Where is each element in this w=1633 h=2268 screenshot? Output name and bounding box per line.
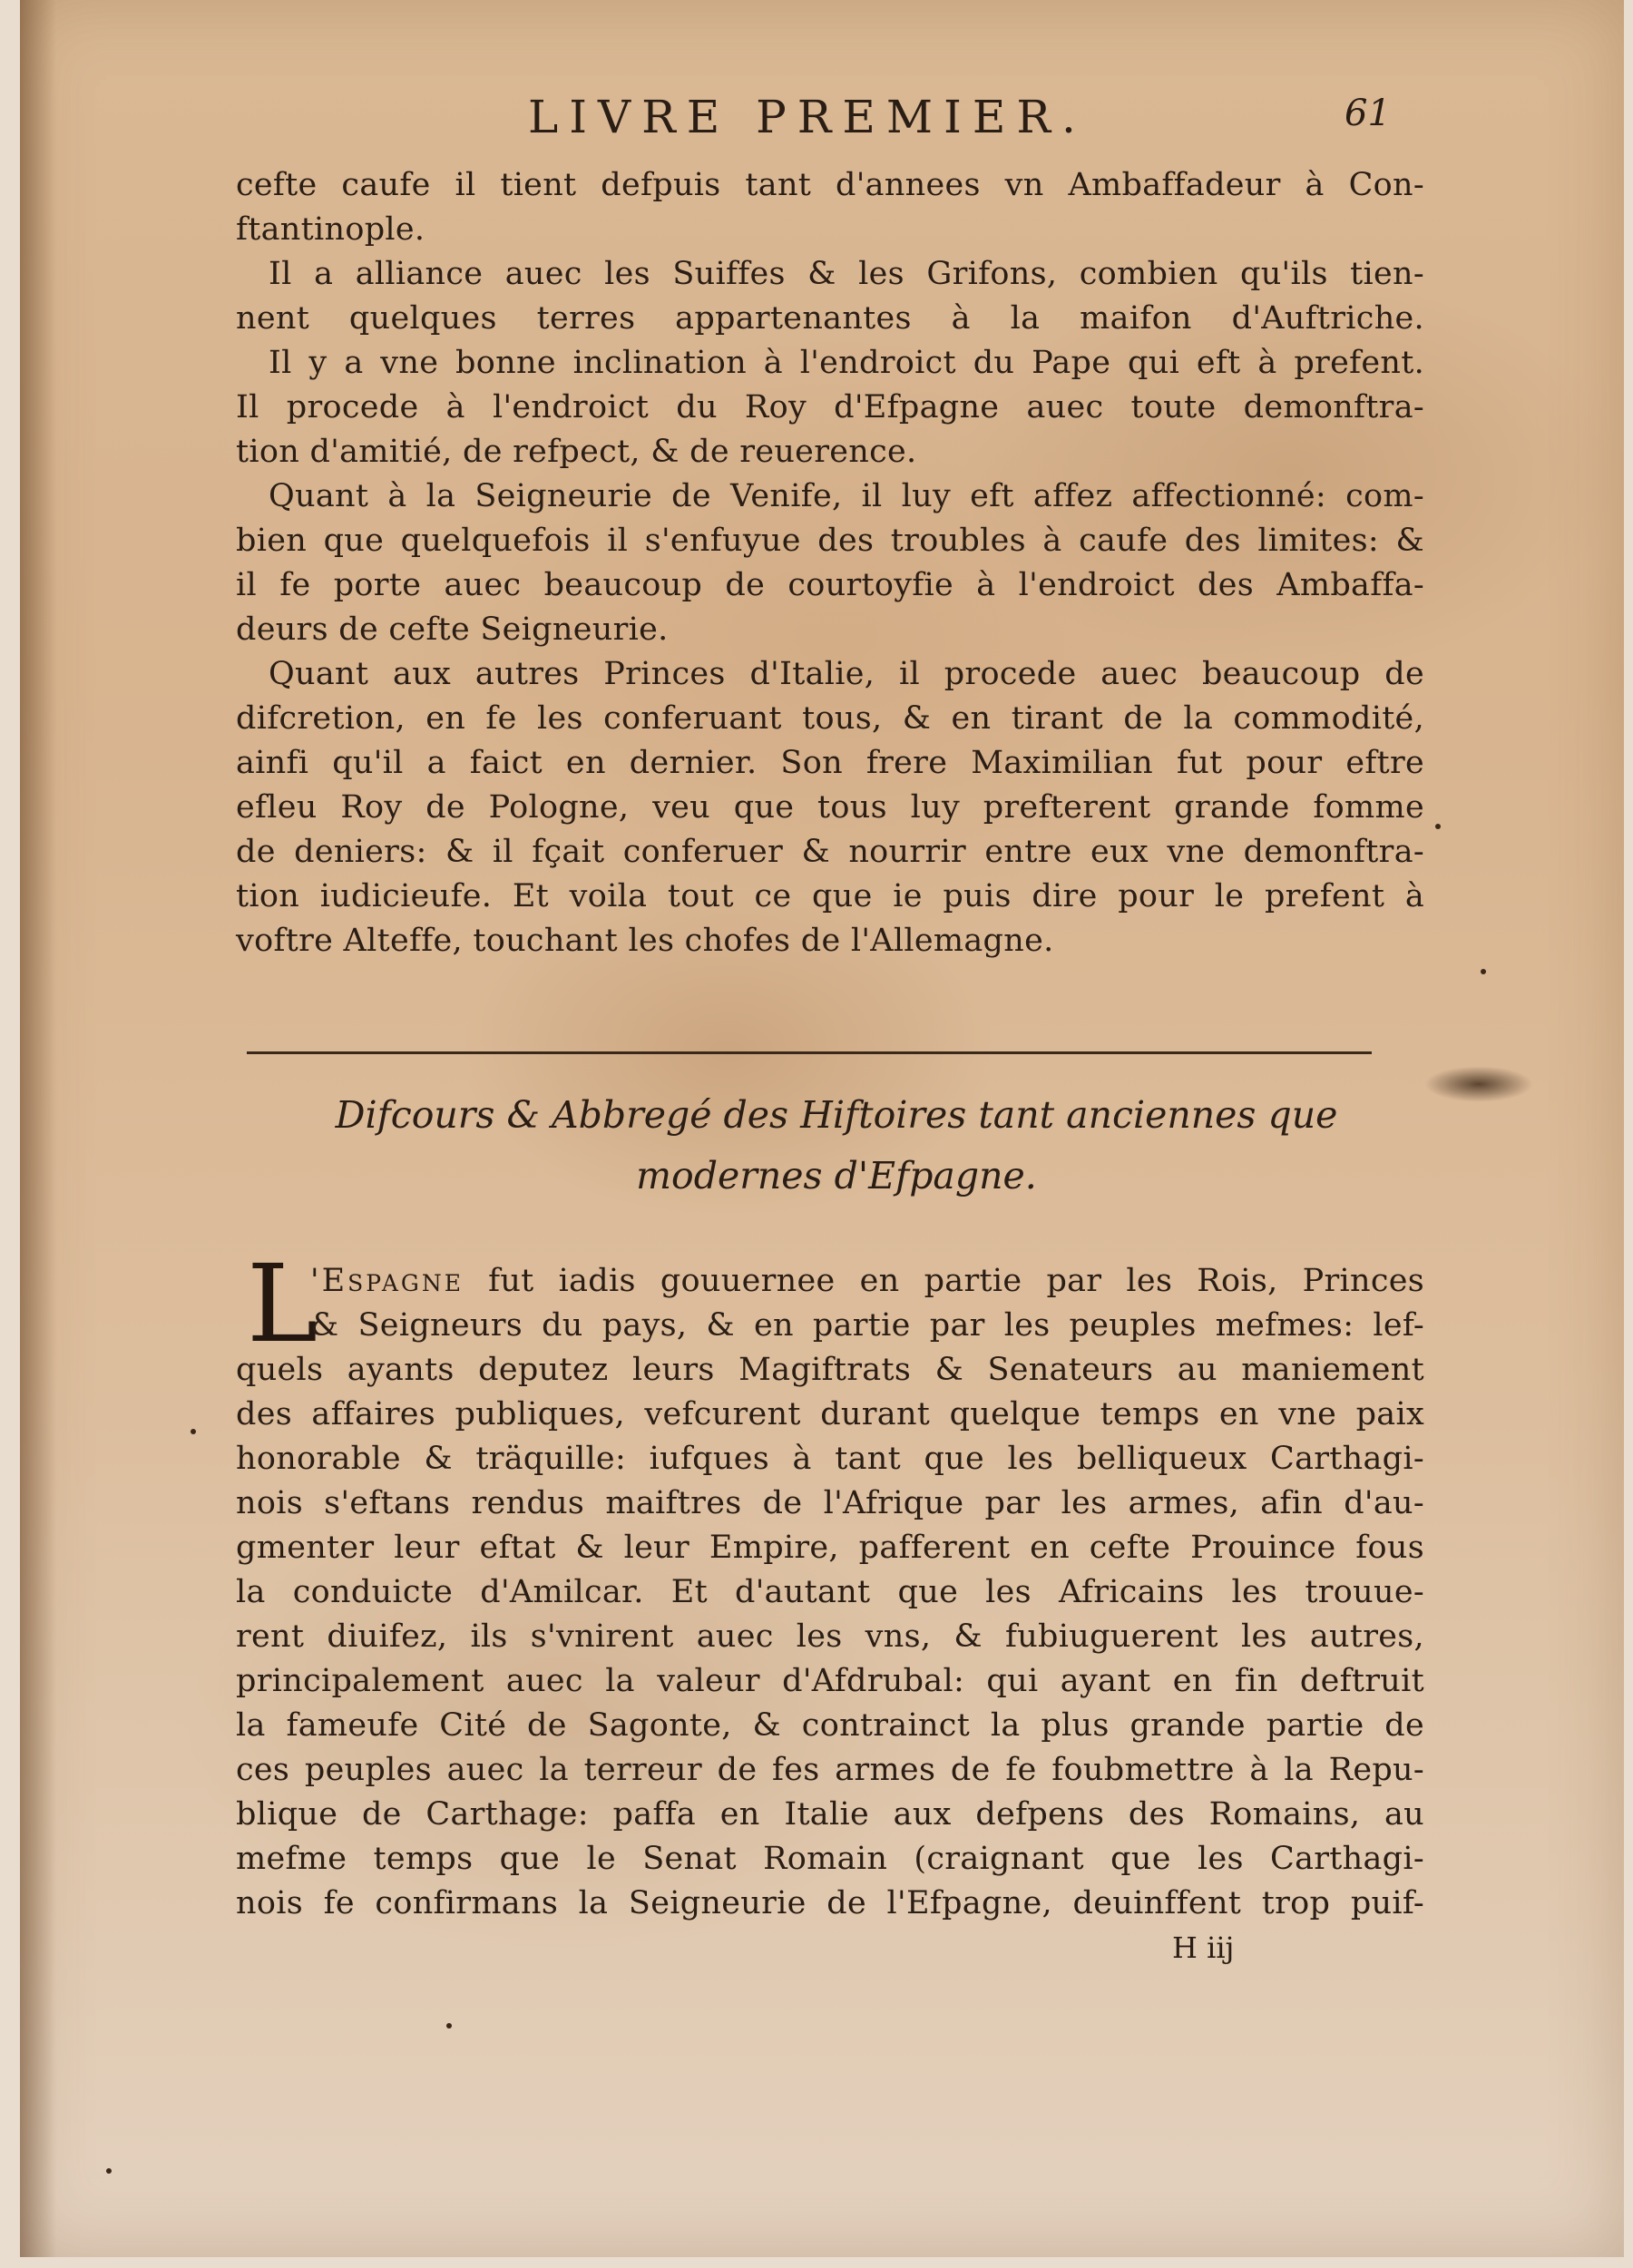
section-divider bbox=[247, 1051, 1372, 1054]
text-line: la fameufe Cité de Sagonte, & contrainct la plus grande partie de bbox=[236, 1707, 1424, 1744]
ink-speck bbox=[1481, 969, 1486, 974]
signature-mark: H iij bbox=[1172, 1931, 1235, 1965]
text-line: ces peuples auec la terreur de fes armes de fe foubmettre à la Repu- bbox=[236, 1752, 1424, 1788]
top-text-block bbox=[236, 163, 1424, 963]
binding-gutter bbox=[20, 0, 56, 2257]
text-line: gmenter leur eftat & leur Empire, pafferent en cefte Prouince fous bbox=[236, 1530, 1424, 1566]
first-line-rest: fut iadis gouuernee en partie par les Rois, Princes bbox=[463, 1263, 1424, 1299]
ink-stain bbox=[1424, 1066, 1533, 1102]
page-header bbox=[20, 91, 1624, 145]
text-line: quels ayants deputez leurs Magiftrats & Senateurs au maniement bbox=[236, 1352, 1424, 1388]
text-line: la conduicte d'Amilcar. Et d'autant que les Africains les trouue- bbox=[236, 1574, 1424, 1610]
page-number: 61 bbox=[1345, 93, 1391, 134]
text-line: Il procede à l'endroict du Roy d'Efpagne auec toute demonftra- bbox=[236, 389, 1424, 425]
text-line: nent quelques terres appartenantes à la maifon d'Auftriche. bbox=[236, 300, 1424, 337]
text-line: & Seigneurs du pays, & en partie par les peuples mefmes: lef- bbox=[310, 1307, 1424, 1344]
text-line: des affaires publiques, vefcurent durant quelque temps en vne paix bbox=[236, 1396, 1424, 1432]
section-title-line-2: modernes d'Efpagne. bbox=[636, 1154, 1037, 1198]
text-line: bien que quelquefois il s'enfuyue des troubles à caufe des limites: & bbox=[236, 523, 1424, 559]
text-line: Quant aux autres Princes d'Italie, il procede auec beaucoup de bbox=[269, 656, 1424, 692]
text-line: ftantinople. bbox=[236, 211, 425, 248]
running-head: LIVRE PREMIER. bbox=[528, 91, 1087, 143]
text-line: deurs de cefte Seigneurie. bbox=[236, 611, 669, 648]
text-line: tion iudicieufe. Et voila tout ce que ie puis dire pour le prefent à bbox=[236, 878, 1424, 914]
text-line: il fe porte auec beaucoup de courtoyfie à l'endroict des Ambaffa- bbox=[236, 567, 1424, 603]
text-line: Il a alliance auec les Suiffes & les Grifons, combien qu'ils tien- bbox=[269, 256, 1424, 292]
text-line: efleu Roy de Pologne, veu que tous luy prefterent grande fomme bbox=[236, 789, 1424, 826]
text-line: cefte caufe il tient defpuis tant d'annees vn Ambaffadeur à Con- bbox=[236, 167, 1424, 203]
text-line: nois s'eftans rendus maiftres de l'Afrique par les armes, afin d'au- bbox=[236, 1485, 1424, 1521]
text-line: principalement auec la valeur d'Afdrubal: qui ayant en fin deftruit bbox=[236, 1663, 1424, 1699]
text-line: voftre Alteffe, touchant les chofes de l'Allemagne. bbox=[236, 923, 1054, 959]
text-line: blique de Carthage: paffa en Italie aux defpens des Romains, au bbox=[236, 1796, 1424, 1833]
ink-speck bbox=[191, 1429, 196, 1434]
ink-speck bbox=[446, 2023, 452, 2028]
text-line bbox=[236, 1259, 1424, 1304]
ink-speck bbox=[106, 2168, 112, 2174]
text-line: honorable & träquille: iufques à tant que les belliqueux Carthagi- bbox=[236, 1441, 1424, 1477]
text-line: difcretion, en fe les conferuant tous, & en tirant de la commodité, bbox=[236, 700, 1424, 737]
text-line: Quant à la Seigneurie de Venife, il luy eft affez affectionné: com- bbox=[269, 478, 1424, 514]
text-line: mefme temps que le Senat Romain (craignant que les Carthagi- bbox=[236, 1841, 1424, 1877]
ink-speck bbox=[1435, 824, 1441, 829]
text-line: rent diuifez, ils s'vnirent auec les vns, & fubiuguerent les autres, bbox=[236, 1618, 1424, 1655]
main-text-block bbox=[236, 1259, 1424, 1926]
text-line: Il y a vne bonne inclination à l'endroict du Pape qui eft à prefent. bbox=[269, 345, 1424, 381]
text-line: de deniers: & il fçait conferuer & nourrir entre eux vne demonftra- bbox=[236, 834, 1424, 870]
text-line: ainfi qu'il a faict en dernier. Son frere Maximilian fut pour eftre bbox=[236, 745, 1424, 781]
opening-word: 'Espagne bbox=[310, 1263, 464, 1299]
section-title-line-1: Difcours & Abbregé des Hiftoires tant anciennes que bbox=[335, 1093, 1338, 1137]
book-page bbox=[20, 0, 1624, 2257]
text-line: tion d'amitié, de refpect, & de reuerence. bbox=[236, 434, 917, 470]
text-line: nois fe confirmans la Seigneurie de l'Efpagne, deuinffent trop puif- bbox=[236, 1885, 1424, 1921]
drop-cap: L bbox=[247, 1241, 318, 1366]
